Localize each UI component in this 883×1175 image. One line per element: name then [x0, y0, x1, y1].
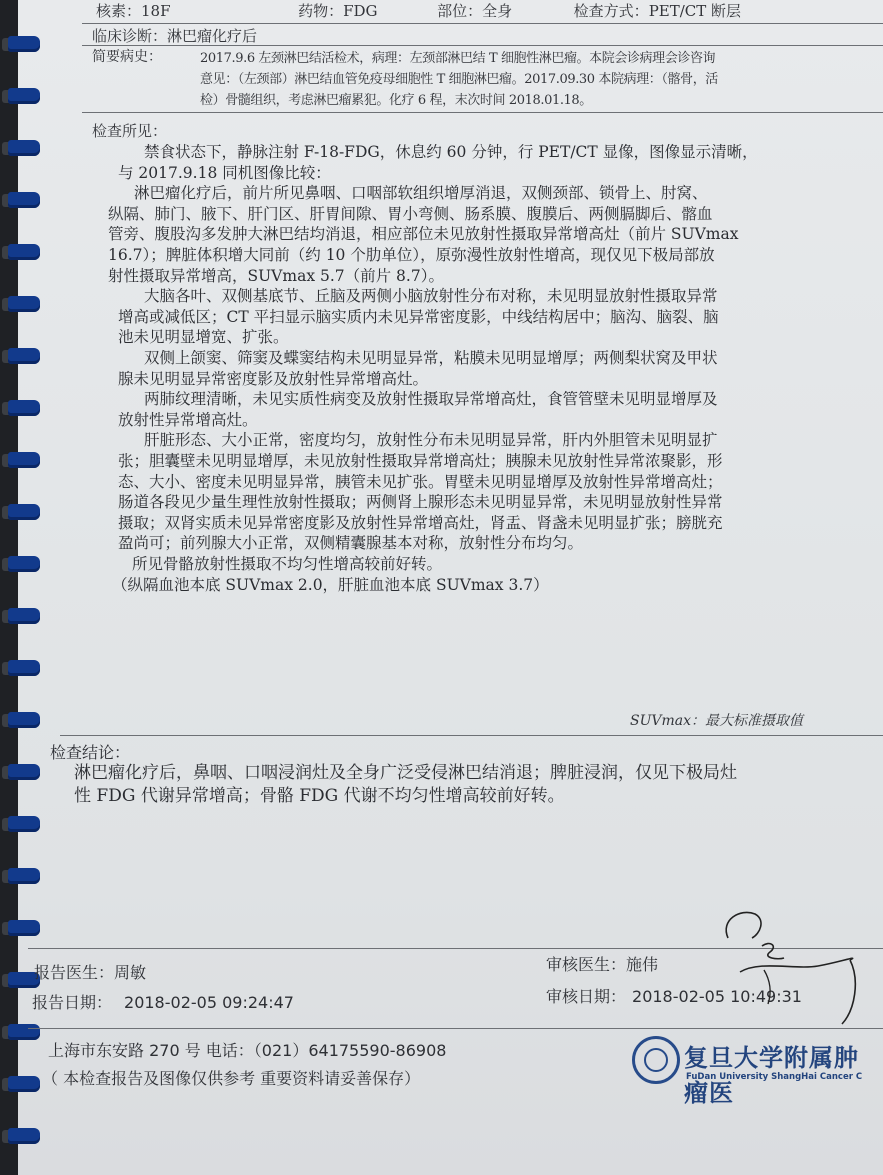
findings-line: 肝脏形态、大小正常，密度均匀，放射性分布未见明显异常，肝内外胆管未见明显扩 — [144, 431, 718, 450]
conclusion-line: 性 FDG 代谢异常增高；骨骼 FDG 代谢不均匀性增高较前好转。 — [74, 786, 565, 806]
findings-line: 与 2017.9.18 同机图像比较： — [118, 163, 331, 182]
findings-line: 池未见明显增宽、扩张。 — [118, 328, 289, 347]
reporter-name: 周敏 — [114, 963, 147, 982]
findings-line: 张；胆囊壁未见明显增厚，未见放射性摄取异常增高灶；胰腺未见放射性异常浓聚影，形 — [118, 452, 723, 470]
divider — [82, 23, 883, 24]
findings-label: 检查所见： — [92, 122, 168, 140]
reviewer — [546, 952, 658, 975]
findings-line: 射性摄取异常增高，SUVmax 5.7（前片 8.7）。 — [108, 266, 444, 285]
history-line: 检）骨髓组织，考虑淋巴瘤累犯。化疗 6 程，末次时间 2018.01.18。 — [200, 93, 592, 108]
findings-line: （纵隔血池本底 SUVmax 2.0，肝脏血池本底 SUVmax 3.7） — [112, 575, 549, 594]
divider — [60, 735, 883, 736]
findings-line: 禁食状态下，静脉注射 F-18-FDG，休息约 60 分钟，行 PET/CT 显像，图像显示清晰， — [144, 143, 758, 161]
findings-line: 16.7）；脾脏体积增大同前（约 10 个肋单位），原弥漫性放射性增高，现仅见下极局部放 — [108, 246, 715, 264]
history-label: 简要病史： — [92, 49, 162, 65]
divider — [82, 45, 883, 46]
header-row — [96, 0, 741, 21]
suvmax-note: SUVmax：最大标准摄取值 — [630, 713, 804, 729]
divider — [82, 112, 883, 113]
method-value: PET/CT 断层 — [648, 2, 742, 20]
report-date — [32, 990, 294, 1013]
conclusion-line: 淋巴瘤化疗后，鼻咽、口咽浸润灶及全身广泛受侵淋巴结消退；脾脏浸润，仅见下极局灶 — [74, 763, 737, 783]
hospital-name-cn: 复旦大学附属肿瘤医 — [684, 1044, 859, 1107]
findings-line: 放射性异常增高灶。 — [118, 410, 258, 429]
hospital-name-en: FuDan University ShangHai Cancer C — [686, 1072, 863, 1082]
findings-line: 两肺纹理清晰，未见实质性病变及放射性摄取异常增高灶，食管管壁未见明显增厚及 — [144, 390, 718, 409]
findings-line: 腺未见明显异常密度影及放射性异常增高灶。 — [118, 369, 429, 388]
history-line: 意见：（左颈部）淋巴结血管免疫母细胞性 T 细胞淋巴瘤。2017.09.30 本院病理：（髂骨，活 — [200, 72, 718, 87]
nuclide-label: 核素： — [96, 2, 142, 20]
review-date-label: 审核日期： — [546, 987, 627, 1006]
findings-line: 肠道各段见少量生理性放射性摄取；两侧肾上腺形态未见明显异常，未见明显放射性异常 — [118, 493, 723, 512]
site-label: 部位： — [437, 2, 483, 20]
site-value: 全身 — [482, 2, 513, 20]
findings-line: 增高或减低区；CT 平扫显示脑实质内未见异常密度影，中线结构居中；脑沟、脑裂、脑 — [118, 307, 719, 326]
review-date-value: 2018-02-05 10:49:31 — [632, 987, 802, 1006]
findings-line: 纵隔、肺门、腋下、肝门区、肝胃间隙、胃小弯侧、肠系膜、腹膜后、两侧膈脚后、髂血 — [108, 204, 713, 223]
nuclide-value: 18F — [141, 2, 171, 20]
clinical-diagnosis — [92, 25, 257, 46]
report-date-label: 报告日期： — [32, 993, 113, 1012]
drug-label: 药物： — [298, 2, 344, 20]
footer-disclaimer: （ 本检查报告及图像仅供参考 重要资料请妥善保存） — [42, 1069, 421, 1088]
conclusion-label: 检查结论： — [50, 743, 131, 762]
findings-line: 所见骨骼放射性摄取不均匀性增高较前好转。 — [132, 555, 443, 573]
diagnosis-label: 临床诊断： — [92, 27, 168, 45]
reviewer-label: 审核医生： — [546, 955, 627, 974]
findings-line: 管旁、腹股沟多发肿大淋巴结均消退，相应部位未见放射性摄取异常增高灶（前片 SUVmax — [108, 225, 739, 244]
footer-address: 上海市东安路 270 号 电话：（021）64175590-86908 — [48, 1041, 447, 1060]
report-date-value: 2018-02-05 09:24:47 — [124, 993, 294, 1012]
findings-line: 盈尚可；前列腺大小正常，双侧精囊腺基本对称，放射性分布均匀。 — [118, 534, 584, 553]
hospital-logo-icon — [632, 1036, 680, 1084]
reporter-label: 报告医生： — [34, 963, 115, 982]
findings-line: 摄取；双肾实质未见异常密度影及放射性异常增高灶，肾盂、肾盏未见明显扩张；膀胱充 — [118, 513, 723, 532]
handwritten-signature — [700, 900, 870, 1030]
diagnosis-value: 淋巴瘤化疗后 — [167, 27, 258, 45]
findings-line: 双侧上颌窦、筛窦及蝶窦结构未见明显异常，粘膜未见明显增厚；两侧梨状窝及甲状 — [144, 349, 718, 367]
findings-line: 淋巴瘤化疗后，前片所见鼻咽、口咽部软组织增厚消退，双侧颈部、锁骨上、肘窝、 — [134, 184, 708, 203]
reporter — [34, 960, 146, 983]
method-label: 检查方式： — [573, 2, 649, 20]
history-line: 2017.9.6 左颈淋巴结活检术，病理：左颈部淋巴结 T 细胞性淋巴瘤。本院会诊病理会诊咨询 — [200, 51, 716, 66]
findings-line: 大脑各叶、双侧基底节、丘脑及两侧小脑放射性分布对称，未见明显放射性摄取异常 — [144, 287, 718, 306]
drug-value: FDG — [343, 2, 378, 20]
reviewer-name: 施伟 — [626, 955, 659, 974]
divider — [28, 1028, 883, 1029]
findings-line: 态、大小、密度未见明显异常，胰管未见扩张。胃壁未见明显增厚及放射性异常增高灶； — [118, 472, 723, 491]
